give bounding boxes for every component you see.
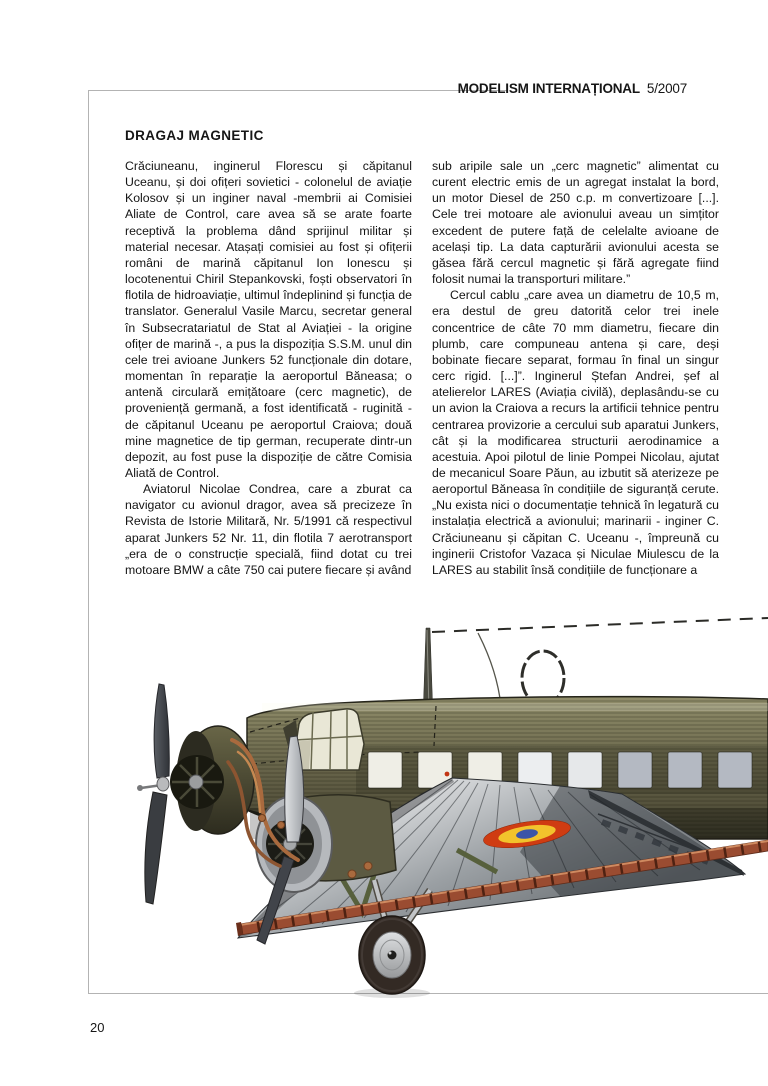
- issue-number: 5/2007: [646, 81, 687, 96]
- paragraph: Aviatorul Nicolae Condrea, care a zburat ca navigator cu avionul dragor, avea să precizeze în Revista de Istorie Militară, Nr. 5/1991 că respectivul aparat Junkers 52 Nr. 11, din flotila 7 aerotransport „era de o construcție specială, fiind dotat cu trei motoare BMW a câte 750 cai putere fiecare și având: [125, 482, 412, 577]
- magazine-name: MODELISM INTERNAȚIONAL: [457, 81, 640, 96]
- nose-propeller-icon: [137, 684, 169, 904]
- text-column-left: [125, 158, 412, 578]
- paragraph: sub aripile sale un „cerc magnetic” alimentat cu curent electric emis de un agregat instalat la bord, un motor Diesel de 250 c.p. m convertizoare [...]. Cele trei motoare ale avionului aveau un simțitor excedent de putere față de celelalte avioane de același tip. La data capturării avionului acesta se găsea fără cercul magnetic și fără agregate fiind folosit numai la transporturi militare.”: [432, 159, 719, 287]
- text-column-right: [432, 158, 719, 578]
- page-header: [458, 81, 687, 96]
- junkers-52-illustration: [0, 612, 768, 1014]
- red-marker-dot: [445, 772, 450, 777]
- paragraph: Crăciuneanu, inginerul Florescu și căpitanul Uceanu, și doi ofițeri sovietici - colonelul de aviație Kolosov și un inginer naval -membrii ai Comisiei Aliate de Control, care avea să se arate foarte receptivă la problema dând sprijinul militar și material necesar. Atașați comisiei au fost și ofițerii români de marină căpitanul Ion Ionescu și locotenentui Chiril Stepankovski, foști observatori în flotila de hidroaviație, ultimul îndeplinind și funcția de translator. Generalul Vasile Marcu, secretar general în Subsecratariatul de Stat al Aviației - la origine ofițer de marină -, a pus la dispoziția S.S.M. unul din cele trei avioane Junkers 52 funcționale din dotare, momentan în reparație la aeroportul Băneasa; o antenă circulară emițătoare (cerc magnetic), de proveniență germană, a fost identificată - ruginită - de căpitanul Uceanu pe aeroportul Craiova; două mine magnetice de tip german, recuperate dintr-un depozit, au fost puse la dispoziție de către Comisia Aliată de Control.: [125, 159, 412, 480]
- header-rule: [88, 90, 508, 91]
- page-number: 20: [90, 1020, 105, 1035]
- paragraph: Cercul cablu „care avea un diametru de 10,5 m, era destul de greu datorită celor trei inele concentrice de câte 70 mm diametru, fiecare din plumb, care compuneau antena și care, deși bobinate fiecare separat, formau în final un singur cerc rigid. [...]”. Inginerul Ștefan Andrei, șef al atelierelor LARES (Aviația civilă), deplasându-se cu un avion la Craiova a recurs la artificii tehnice pentru centrarea provizorie a cercului sub aparatui Junkers, cât și la modificarea structurii aerodinamice a acestuia. Apoi pilotul de linie Pompei Nicolau, ajutat de mecanicul Soare Păun, au izbutit să aterizeze pe aeroportul Băneasa în condițiile de siguranță cerute. „Nu exista nici o documentație tehnică în legatură cu instalația electrică a avionului; marinarii - inginer C. Crăciuneanu și căpitan C. Uceanu -, împreună cu inginerii Cristofor Vazaca și Niculae Miulescu de la LARES au stabilit însă condițiile de funcționare a: [432, 288, 719, 577]
- antenna-wire: [432, 618, 768, 706]
- article-title: DRAGAJ MAGNETIC: [125, 128, 264, 144]
- landing-gear-wheel: [354, 916, 430, 998]
